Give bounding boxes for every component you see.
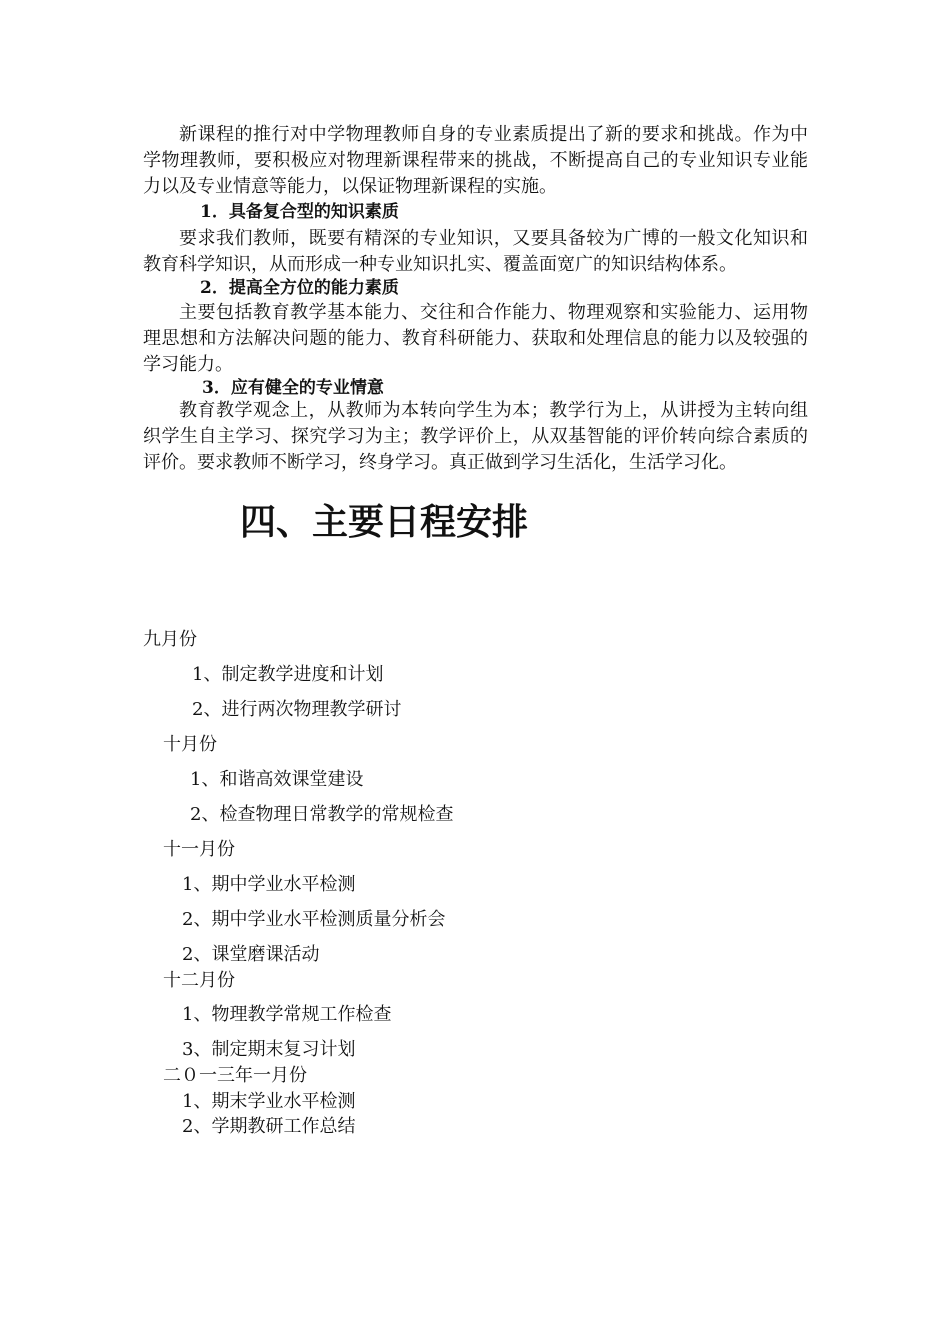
schedule-item: 2、检查物理日常教学的常规检查 xyxy=(190,804,454,825)
schedule-item: 1、和谐高效课堂建设 xyxy=(190,769,364,790)
section-1-title: 1．具备复合型的知识素质 xyxy=(200,202,399,222)
section-3-body: 教育教学观念上，从教师为本转向学生为本；教学行为上，从讲授为主转向组织学生自主学习、探究学习为主；教学评价上，从双基智能的评价转向综合素质的评价。要求教师不断学习，终身学习。真正做到学习生活化，生活学习化。 xyxy=(143,400,808,473)
schedule-item: 3、制定期末复习计划 xyxy=(182,1039,356,1060)
schedule-item: 1、制定教学进度和计划 xyxy=(192,664,384,685)
month-january: 二０一三年一月份 xyxy=(163,1065,307,1086)
section-2-body: 主要包括教育教学基本能力、交往和合作能力、物理观察和实验能力、运用物理思想和方法解决问题的能力、教育科研能力、获取和处理信息的能力以及较强的学习能力。 xyxy=(143,302,808,375)
schedule-item: 2、课堂磨课活动 xyxy=(182,944,320,965)
month-november: 十一月份 xyxy=(163,839,235,860)
schedule-heading: 四、主要日程安排 xyxy=(240,502,529,543)
intro-paragraph: 新课程的推行对中学物理教师自身的专业素质提出了新的要求和挑战。作为中学物理教师，要积极应对物理新课程带来的挑战，不断提高自己的专业知识专业能力以及专业情意等能力，以保证物理新课程的实施。 xyxy=(143,124,808,197)
section-2-title: 2．提高全方位的能力素质 xyxy=(200,278,399,298)
section-3-title: 3．应有健全的专业情意 xyxy=(202,378,384,398)
month-december: 十二月份 xyxy=(163,970,235,991)
month-september: 九月份 xyxy=(143,629,197,650)
schedule-item: 2、学期教研工作总结 xyxy=(182,1116,356,1137)
schedule-item: 1、期末学业水平检测 xyxy=(182,1091,356,1112)
section-1-body: 要求我们教师，既要有精深的专业知识，又要具备较为广博的一般文化知识和教育科学知识，从而形成一种专业知识扎实、覆盖面宽广的知识结构体系。 xyxy=(143,228,808,275)
schedule-item: 2、期中学业水平检测质量分析会 xyxy=(182,909,446,930)
schedule-item: 1、物理教学常规工作检查 xyxy=(182,1004,392,1025)
schedule-item: 2、进行两次物理教学研讨 xyxy=(192,699,402,720)
month-october: 十月份 xyxy=(163,734,217,755)
schedule-item: 1、期中学业水平检测 xyxy=(182,874,356,895)
